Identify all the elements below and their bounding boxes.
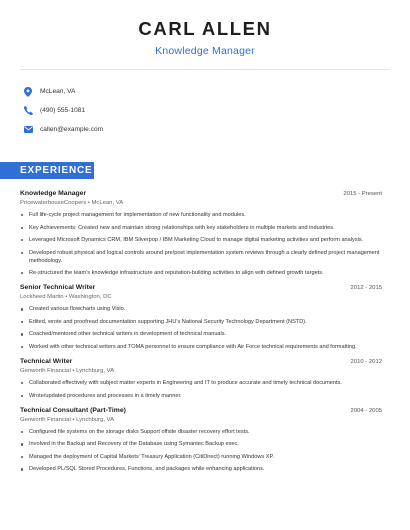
- job-location: Lynchburg, VA: [76, 416, 115, 423]
- job-location: Lynchburg, VA: [76, 368, 115, 375]
- experience-list: [20, 189, 382, 480]
- job-entry: [20, 406, 382, 474]
- job-bullet: Configured file systems on the storage disks Support offsite disaster recovery effort tests.: [27, 428, 382, 436]
- job-company: Genworth Financial: [20, 368, 71, 375]
- job-entry: [20, 189, 382, 277]
- contact-phone: [22, 101, 103, 120]
- job-title: Knowledge Manager: [20, 190, 87, 197]
- candidate-name: CARL ALLEN: [138, 18, 272, 39]
- job-bullet: Developed PL/SQL Stored Procedures, Functions, and packages while enhancing applications.: [27, 465, 382, 473]
- job-dates: 2012 - 2015: [350, 285, 382, 292]
- job-bullets: [20, 428, 382, 474]
- job-location: Washington, DC: [68, 294, 112, 301]
- job-bullet: Leveraged Microsoft Dynamics CRM, IBM Silverpop / IBM Marketing Cloud to manage digital marketing activities and perform analysis.: [27, 236, 382, 244]
- candidate-title: Knowledge Manager: [155, 45, 255, 57]
- job-bullet: Developed robust physical and logical controls around pre/post implementation system reviews through a clearly defined project management methodology.: [27, 249, 382, 265]
- job-dates: 2015 - Present: [343, 191, 382, 197]
- job-employer: PricewaterhouseCoopers • McLean, VA: [20, 200, 124, 206]
- job-bullet: Involved in the Backup and Recovery of the Database using Symantec Backup exec.: [27, 440, 382, 448]
- job-entry: [20, 357, 382, 400]
- job-bullet: Key Achievements: Created new and maintain strong relationships with key stakeholders in multiple markets and industries.: [27, 224, 382, 232]
- job-bullet: Re-structured the team's knowledge infrastructure and reputation-building activities to align with defined growth targets.: [27, 269, 382, 277]
- contact-list: [22, 82, 103, 139]
- job-bullets: [20, 379, 382, 400]
- job-bullet: Collaborated effectively with subject matter experts in Engineering and IT to produce accurate and timely technical documents.: [27, 379, 382, 387]
- job-title: Technical Consultant (Part-Time): [20, 406, 126, 414]
- job-employer: Lockheed Martin • Washington, DC: [20, 294, 112, 301]
- phone-icon: [22, 105, 34, 117]
- contact-email: [22, 120, 103, 139]
- email-icon: [22, 124, 34, 136]
- contact-phone-text: (490) 555-1081: [40, 107, 86, 114]
- job-entry: [20, 283, 382, 351]
- job-title: Senior Technical Writer: [20, 284, 96, 292]
- job-bullet: Coached/mentored other technical writers in development of technical manuals.: [27, 330, 382, 338]
- job-location: McLean, VA: [91, 200, 124, 206]
- job-bullet: Edited, wrote and proofread documentation supporting JHU's National Security Technology Department (NSTD).: [27, 318, 382, 326]
- location-pin-icon: [22, 86, 34, 98]
- job-bullet: Full life-cycle project management for implementation of new functionality and modules.: [27, 211, 382, 219]
- contact-location: [22, 82, 103, 101]
- resume-header: [0, 0, 410, 57]
- job-bullets: [20, 211, 382, 277]
- job-employer: Genworth Financial • Lynchburg, VA: [20, 368, 115, 375]
- header-divider: [20, 69, 390, 70]
- section-heading-experience: EXPERIENCE: [20, 165, 93, 176]
- job-dates: 2010 - 2012: [350, 359, 382, 366]
- job-bullet: Wrote/updated procedures and processes in a timely manner.: [27, 392, 382, 400]
- job-company: Genworth Financial: [20, 416, 71, 423]
- contact-email-text: callen@example.com: [40, 126, 104, 133]
- job-bullet: Worked with other technical writers and TOMA personnel to ensure compliance with Air Force technical requirements and formatting.: [27, 343, 382, 351]
- job-dates: 2004 - 2005: [350, 407, 382, 414]
- job-title: Technical Writer: [20, 358, 73, 366]
- job-bullets: [20, 305, 382, 351]
- contact-location-text: McLean, VA: [40, 88, 76, 95]
- job-employer: Genworth Financial • Lynchburg, VA: [20, 416, 115, 423]
- job-company: PricewaterhouseCoopers: [20, 200, 87, 206]
- job-bullet: Managed the deployment of Capital Markets' Treasury Application (CitiDirect) running Windows XP.: [27, 453, 382, 461]
- job-company: Lockheed Martin: [20, 294, 64, 301]
- job-bullet: Created various flowcharts using Visio.: [27, 305, 382, 313]
